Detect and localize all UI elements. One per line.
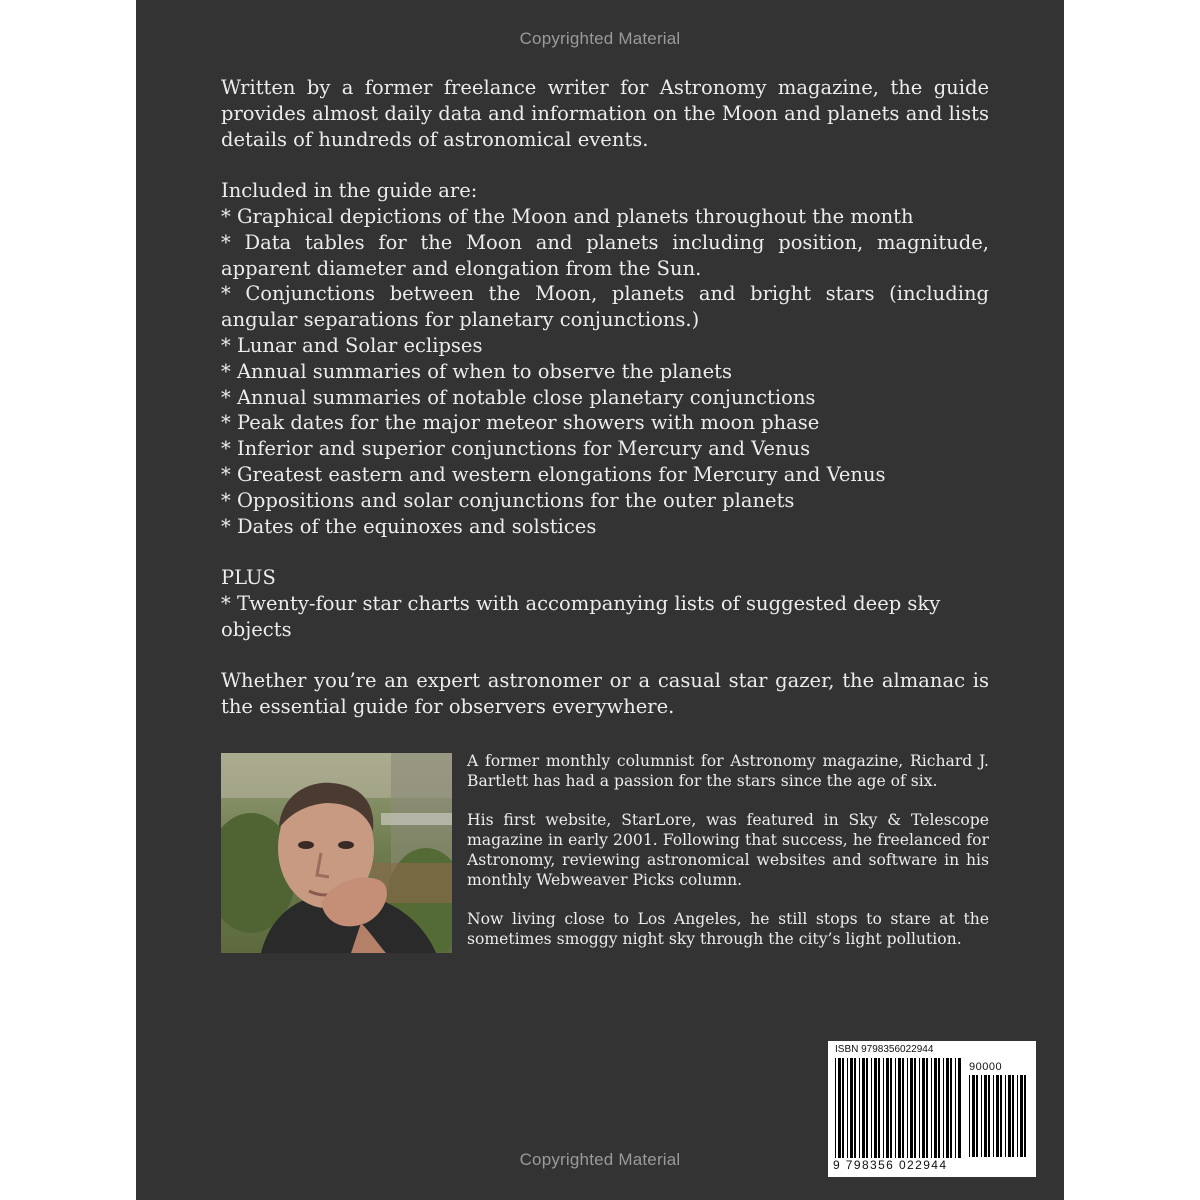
barcode-stripe bbox=[838, 1058, 841, 1158]
barcode-stripe bbox=[898, 1058, 901, 1158]
price-code: 90000 bbox=[969, 1061, 1003, 1073]
barcode-stripe bbox=[890, 1058, 892, 1158]
barcode-stripe bbox=[859, 1058, 860, 1158]
barcode-stripe bbox=[874, 1058, 877, 1158]
barcode-stripe bbox=[1017, 1075, 1018, 1157]
barcode-stripe bbox=[972, 1075, 975, 1157]
barcode-stripe bbox=[878, 1058, 880, 1158]
book-blurb bbox=[221, 75, 989, 720]
barcode-stripe bbox=[984, 1075, 987, 1157]
watermark-top: Copyrighted Material bbox=[519, 29, 681, 48]
barcode-stripe bbox=[958, 1058, 961, 1158]
barcode-stripe bbox=[943, 1058, 944, 1158]
barcode-stripe bbox=[976, 1075, 978, 1157]
included-item: * Oppositions and solar conjunctions for the outer planets bbox=[221, 488, 795, 512]
barcode-digits: 9 798356 022944 bbox=[833, 1158, 948, 1172]
isbn-label: ISBN 9798356022944 bbox=[835, 1044, 934, 1055]
author-photo bbox=[221, 753, 452, 953]
barcode-stripe bbox=[910, 1058, 913, 1158]
barcode-stripe bbox=[926, 1058, 928, 1158]
barcode-stripe bbox=[886, 1058, 889, 1158]
author-bio bbox=[467, 752, 989, 969]
barcode-stripe bbox=[902, 1058, 904, 1158]
included-heading: Included in the guide are: bbox=[221, 179, 478, 203]
barcode-bars bbox=[835, 1058, 963, 1158]
intro-paragraph: Written by a former freelance writer for Astronomy magazine, the guide provides almost daily data and information on the Moon and planets and lists details of hundreds of astronomical events. bbox=[221, 76, 989, 151]
included-item: * Greatest eastern and western elongations for Mercury and Venus bbox=[221, 462, 886, 486]
barcode-stripe bbox=[862, 1058, 865, 1158]
included-item: * Data tables for the Moon and planets including position, magnitude, apparent diameter and elongation from the Sun. bbox=[221, 230, 989, 280]
barcode-stripe bbox=[914, 1058, 916, 1158]
barcode-stripe bbox=[1005, 1075, 1006, 1157]
barcode-stripe bbox=[996, 1075, 999, 1157]
barcode-stripe bbox=[871, 1058, 872, 1158]
barcode-stripe bbox=[1020, 1075, 1023, 1157]
plus-item: * Twenty-four star charts with accompanying lists of suggested deep sky objects bbox=[221, 591, 941, 641]
included-item: * Dates of the equinoxes and solstices bbox=[221, 514, 597, 538]
barcode-stripe bbox=[895, 1058, 896, 1158]
barcode-stripe bbox=[955, 1058, 956, 1158]
barcode-addon-bars bbox=[969, 1075, 1029, 1157]
barcode-stripe bbox=[1008, 1075, 1011, 1157]
included-item: * Peak dates for the major meteor showers with moon phase bbox=[221, 411, 820, 435]
barcode-stripe bbox=[1024, 1075, 1026, 1157]
barcode-stripe bbox=[950, 1058, 952, 1158]
author-portrait-illustration bbox=[221, 753, 452, 953]
barcode-stripe bbox=[934, 1058, 937, 1158]
barcode-stripe bbox=[1000, 1075, 1002, 1157]
back-cover bbox=[136, 0, 1064, 1200]
included-item: * Annual summaries of when to observe the planets bbox=[221, 359, 732, 383]
barcode-stripe bbox=[938, 1058, 940, 1158]
barcode-stripe bbox=[969, 1075, 970, 1157]
barcode-stripe bbox=[907, 1058, 908, 1158]
barcode-stripe bbox=[883, 1058, 884, 1158]
barcode-stripe bbox=[850, 1058, 853, 1158]
closing-paragraph: Whether you’re an expert astronomer or a casual star gazer, the almanac is the essential guide for observers everywhere. bbox=[221, 669, 989, 719]
barcode-stripe bbox=[847, 1058, 848, 1158]
barcode-stripe bbox=[842, 1058, 844, 1158]
included-item: * Lunar and Solar eclipses bbox=[221, 333, 483, 357]
barcode-stripe bbox=[1012, 1075, 1014, 1157]
bio-paragraph: A former monthly columnist for Astronomy magazine, Richard J. Bartlett has had a passion for the stars since the age of six. bbox=[467, 752, 989, 790]
barcode-stripe bbox=[993, 1075, 994, 1157]
barcode-stripe bbox=[866, 1058, 868, 1158]
barcode-stripe bbox=[919, 1058, 920, 1158]
barcode-stripe bbox=[922, 1058, 925, 1158]
barcode-stripe bbox=[931, 1058, 932, 1158]
watermark-bottom: Copyrighted Material bbox=[519, 1150, 681, 1169]
barcode-stripe bbox=[981, 1075, 982, 1157]
bio-paragraph: Now living close to Los Angeles, he still stops to stare at the sometimes smoggy night sky through the city’s light pollution. bbox=[467, 909, 989, 948]
included-item: * Conjunctions between the Moon, planets and bright stars (including angular separations for planetary conjunctions.) bbox=[221, 282, 989, 332]
barcode-stripe bbox=[835, 1058, 836, 1158]
included-item: * Annual summaries of notable close planetary conjunctions bbox=[221, 385, 816, 409]
plus-heading: PLUS bbox=[221, 566, 276, 590]
barcode-stripe bbox=[988, 1075, 990, 1157]
included-item: * Inferior and superior conjunctions for Mercury and Venus bbox=[221, 437, 811, 461]
barcode-stripe bbox=[946, 1058, 949, 1158]
barcode-stripe bbox=[854, 1058, 856, 1158]
bio-paragraph: His first website, StarLore, was featured in Sky & Telescope magazine in early 2001. Following that success, he freelanced for Astronomy, reviewing astronomical websites and software in his monthly Webweaver Picks column. bbox=[467, 811, 989, 889]
included-item: * Graphical depictions of the Moon and planets throughout the month bbox=[221, 204, 914, 228]
